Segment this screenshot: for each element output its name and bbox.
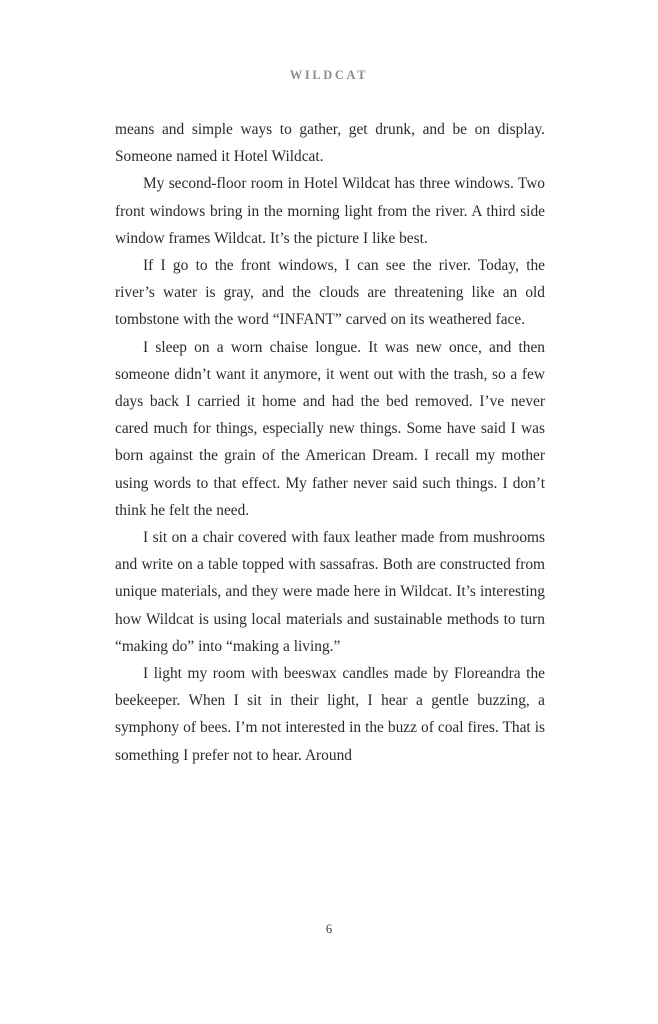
- paragraph: I sit on a chair covered with faux leather made from mushrooms and write on a table topped with sassafras. Both are constructed from unique materials, and they were made here in Wildcat. It’s interesting how Wildcat is using local materials and sustainable methods to turn “making do” into “making a living.”: [115, 529, 545, 655]
- paragraph: If I go to the front windows, I can see the river. Today, the river’s water is gray, and the clouds are threatening like an old tombstone with the word “INFANT” carved on its weathered face.: [115, 257, 545, 329]
- running-head: WILDCAT: [289, 68, 369, 82]
- paragraph: I light my room with beeswax candles made by Floreandra the beekeeper. When I sit in their light, I hear a gentle buzzing, a symphony of bees. I’m not interested in the buzz of coal fires. That is something I prefer not to hear. Around: [115, 665, 545, 764]
- paragraph: My second-floor room in Hotel Wildcat has three windows. Two front windows bring in the morning light from the river. A third side window frames Wildcat. It’s the picture I like best.: [115, 175, 545, 247]
- paragraph: I sleep on a worn chaise longue. It was new once, and then someone didn’t want it anymore, it went out with the trash, so a few days back I carried it home and had the bed removed. I’ve never cared much for things, especially new things. Some have said I was born against the grain of the American Dream. I recall my mother using words to that effect. My father never said such things. I don’t think he felt the need.: [115, 338, 545, 519]
- paragraph: means and simple ways to gather, get drunk, and be on display. Someone named it Hotel Wildcat.: [115, 121, 545, 166]
- page-number: 6: [325, 922, 333, 936]
- body-text-column: [115, 116, 545, 769]
